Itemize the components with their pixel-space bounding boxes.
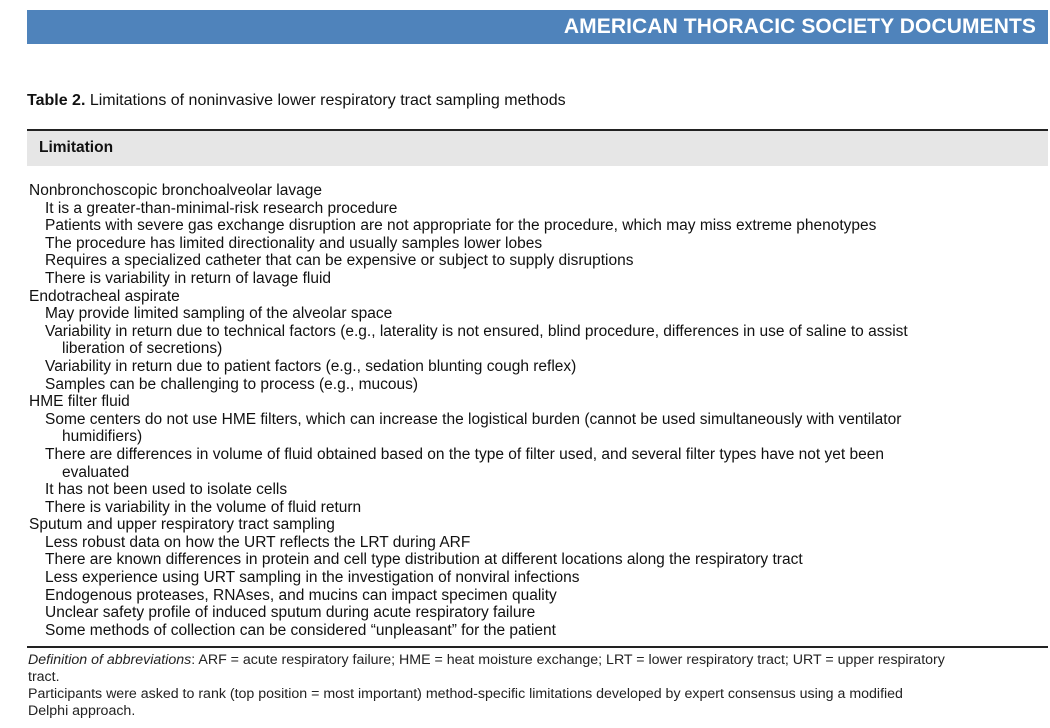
table-limitation-row <box>29 534 1048 552</box>
table-limitation-row <box>29 217 1048 235</box>
table-bottom-rule <box>27 646 1048 648</box>
table-category-row: Nonbronchoscopic bronchoalveolar lavage <box>29 182 322 199</box>
limitation-text: There are known differences in protein and cell type distribution at different locations along the respiratory tract <box>45 551 803 569</box>
table-limitation-row <box>29 622 1048 640</box>
limitation-text: It is a greater-than-minimal-risk research procedure <box>45 199 398 217</box>
table-limitation-row <box>29 499 1048 517</box>
limitation-text: Less robust data on how the URT reflects the LRT during ARF <box>45 533 471 551</box>
limitation-text: Some methods of collection can be considered “unpleasant” for the patient <box>45 621 556 639</box>
footnote-abbreviations-text: : ARF = acute respiratory failure; HME = heat moisture exchange; LRT = lower respiratory tract; URT = upper respiratory <box>191 652 945 668</box>
table-limitation-row <box>29 235 1048 253</box>
footnote-abbreviations-lead: Definition of abbreviations <box>28 652 192 668</box>
table-caption-text: Limitations of noninvasive lower respiratory tract sampling methods <box>89 92 566 109</box>
table-footnotes <box>28 652 1048 720</box>
table-header-row <box>27 131 1048 166</box>
limitation-text-continuation: humidifiers) <box>62 428 143 446</box>
footnote-participants <box>28 686 1048 720</box>
limitation-text: Some centers do not use HME filters, which can increase the logistical burden (cannot be used simultaneously with ventilator <box>45 410 902 428</box>
limitation-text: There is variability in the volume of fluid return <box>45 498 362 516</box>
table-category-row: Sputum and upper respiratory tract sampling <box>29 516 335 534</box>
table-limitation-row <box>29 376 1048 394</box>
journal-section-banner <box>27 10 1048 44</box>
limitation-text: Patients with severe gas exchange disruption are not appropriate for the procedure, which may miss extreme phenotypes <box>45 217 877 235</box>
limitation-text: The procedure has limited directionality and usually samples lower lobes <box>45 234 543 252</box>
table-category-row: Endotracheal aspirate <box>29 287 180 305</box>
limitation-text-continuation: evaluated <box>62 463 130 481</box>
table-limitation-row <box>29 358 1048 376</box>
table-body <box>29 182 1048 639</box>
limitation-text: Unclear safety profile of induced sputum during acute respiratory failure <box>45 604 536 622</box>
limitation-text: Variability in return due to technical factors (e.g., laterality is not ensured, blind procedure, differences in use of saline to assist <box>45 322 908 340</box>
table-limitation-row <box>29 446 1048 481</box>
table-caption <box>27 91 566 111</box>
limitation-text-continuation: liberation of secretions) <box>62 340 223 358</box>
limitation-text: Less experience using URT sampling in the investigation of nonviral infections <box>45 569 580 587</box>
limitation-text: Variability in return due to patient factors (e.g., sedation blunting cough reflex) <box>45 357 577 375</box>
table-limitation-row <box>29 200 1048 218</box>
table-caption-label: Table 2. <box>27 92 86 109</box>
limitation-text: Requires a specialized catheter that can be expensive or subject to supply disruptions <box>45 252 634 270</box>
table-limitation-row <box>29 481 1048 499</box>
limitation-text: There are differences in volume of fluid obtained based on the type of filter used, and several filter types have not yet been <box>45 445 884 463</box>
footnote-participants-continuation: Delphi approach. <box>28 703 136 719</box>
footnote-abbreviations-continuation: tract. <box>28 669 60 685</box>
limitation-text: There is variability in return of lavage fluid <box>45 269 332 287</box>
footnote-abbreviations <box>28 652 1048 686</box>
table-limitation-row <box>29 551 1048 569</box>
limitation-text: Endogenous proteases, RNAses, and mucins can impact specimen quality <box>45 586 557 604</box>
table-category-row: HME filter fluid <box>29 393 130 411</box>
table-limitation-row <box>29 305 1048 323</box>
table-limitation-row <box>29 411 1048 446</box>
banner-title: AMERICAN THORACIC SOCIETY DOCUMENTS <box>563 15 1036 38</box>
limitation-text: May provide limited sampling of the alveolar space <box>45 305 393 323</box>
table-limitation-row <box>29 587 1048 605</box>
limitation-text: It has not been used to isolate cells <box>45 481 288 499</box>
column-header-limitation: Limitation <box>39 139 114 156</box>
table-limitation-row <box>29 323 1048 358</box>
table-limitation-row <box>29 569 1048 587</box>
footnote-participants-text: Participants were asked to rank (top position = most important) method-specific limitations developed by expert consensus using a modified <box>28 686 903 702</box>
table-limitation-row <box>29 270 1048 288</box>
table-limitation-row <box>29 604 1048 622</box>
table-limitation-row <box>29 252 1048 270</box>
limitation-text: Samples can be challenging to process (e.g., mucous) <box>45 375 419 393</box>
